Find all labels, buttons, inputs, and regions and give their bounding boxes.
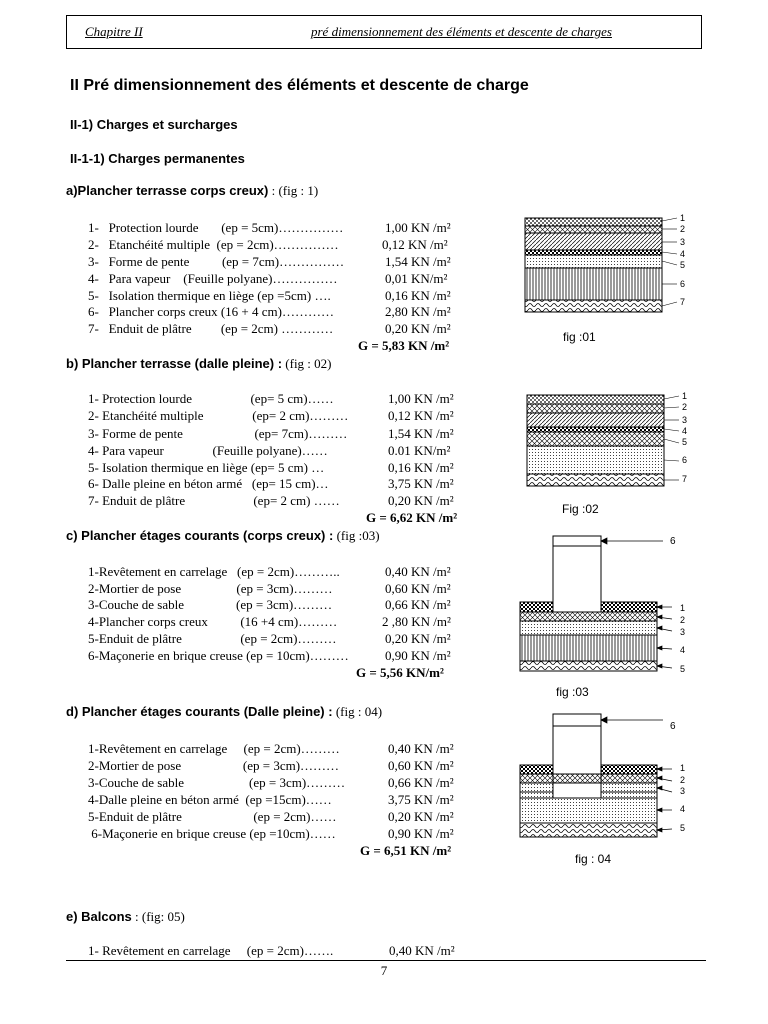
list-item: 6- Dalle pleine en béton armé (ep= 15 cm)… bbox=[88, 476, 329, 491]
list-item: 4-Dalle pleine en béton armé (ep =15cm)…… bbox=[88, 792, 332, 807]
callout: 3 bbox=[680, 627, 686, 637]
list-item-value: 0,40 KN /m² bbox=[389, 943, 455, 958]
list-item: 6- Plancher corps creux (16 + 4 cm)………… bbox=[88, 304, 334, 319]
list-item-value: 0,40 KN /m² bbox=[385, 564, 451, 579]
callout: 3 bbox=[680, 237, 686, 247]
page-header bbox=[66, 15, 702, 49]
fig-04-caption: fig : 04 bbox=[575, 852, 612, 866]
page-title: II Pré dimensionnement des éléments et descente de charge bbox=[70, 77, 529, 94]
section-e-title-row bbox=[66, 909, 185, 925]
section-b-total: G = 6,62 KN /m² bbox=[366, 510, 458, 525]
list-item-value: 0,20 KN /m² bbox=[385, 321, 451, 336]
callout: 1 bbox=[680, 213, 686, 223]
chapter-subject: pré dimensionnement des éléments et descente de charges bbox=[311, 24, 612, 39]
list-item-value: 0,12 KN /m² bbox=[388, 408, 454, 423]
list-item-value: 0,20 KN /m² bbox=[388, 809, 454, 824]
section-d-figref: (fig : 04) bbox=[335, 704, 383, 719]
list-item: 5-Enduit de plâtre (ep = 2cm)……… bbox=[88, 631, 337, 646]
list-item-value: 0,20 KN /m² bbox=[385, 631, 451, 646]
footer-divider bbox=[66, 960, 706, 961]
callout: 5 bbox=[680, 260, 686, 270]
list-item: 4- Para vapeur (Feuille polyane)…… bbox=[88, 443, 328, 458]
section-b-figref: (fig : 02) bbox=[285, 356, 332, 371]
list-item: 2-Mortier de pose (ep = 3cm)……… bbox=[88, 758, 340, 773]
list-item-value: 1,00 KN /m² bbox=[388, 391, 454, 406]
fig-03-diagram bbox=[515, 530, 700, 685]
section-d-title-row bbox=[66, 704, 382, 720]
fig-02-diagram bbox=[522, 391, 697, 496]
callout: 4 bbox=[682, 426, 688, 436]
callout: 3 bbox=[682, 415, 688, 425]
callout: 2 bbox=[680, 224, 686, 234]
section-e-figref: : (fig: 05) bbox=[135, 909, 185, 924]
list-item: 6-Maçonerie en brique creuse (ep =10cm)…… bbox=[88, 826, 336, 841]
section-c-figref: (fig :03) bbox=[336, 528, 380, 543]
section-e-title: e) Balcons bbox=[66, 909, 132, 924]
callout: 5 bbox=[682, 437, 688, 447]
callout: 2 bbox=[680, 615, 686, 625]
list-item: 3- Forme de pente (ep = 7cm)…………… bbox=[88, 254, 345, 269]
list-item-value: 1,00 KN /m² bbox=[385, 220, 451, 235]
subsection-heading: II-1-1) Charges permanentes bbox=[70, 151, 245, 166]
fig-03-caption: fig :03 bbox=[556, 685, 589, 699]
section-a-title: a)Plancher terrasse corps creux) bbox=[66, 183, 269, 198]
list-item-value: 3,75 KN /m² bbox=[388, 476, 454, 491]
list-item-value: 0,12 KN /m² bbox=[382, 237, 448, 252]
callout: 7 bbox=[680, 297, 686, 307]
list-item-value: 0,16 KN /m² bbox=[388, 460, 454, 475]
callout: 5 bbox=[680, 823, 686, 833]
list-item: 3- Forme de pente (ep= 7cm)……… bbox=[88, 426, 348, 441]
list-item: 5- Isolation thermique en liège (ep =5cm) …. bbox=[88, 288, 331, 303]
callout: 6 bbox=[670, 721, 676, 732]
list-item-value: 0,16 KN /m² bbox=[385, 288, 451, 303]
list-item-value: 0.01 KN/m² bbox=[388, 443, 451, 458]
list-item-value: 0,66 KN /m² bbox=[385, 597, 451, 612]
callout: 4 bbox=[680, 249, 686, 259]
list-item: 2- Etanchéité multiple (ep= 2 cm)……… bbox=[88, 408, 349, 423]
fig-01-diagram bbox=[520, 212, 695, 324]
section-d-title: d) Plancher étages courants (Dalle pleine) : bbox=[66, 704, 333, 719]
list-item-value: 0,60 KN /m² bbox=[388, 758, 454, 773]
fig-02-layers bbox=[527, 395, 664, 486]
callout: 4 bbox=[680, 804, 686, 814]
fig-04-layers bbox=[520, 714, 657, 837]
list-item: 4- Para vapeur (Feuille polyane)…………… bbox=[88, 271, 338, 286]
list-item: 1-Revêtement en carrelage (ep = 2cm)……… bbox=[88, 741, 340, 756]
callout: 6 bbox=[670, 536, 676, 547]
callout: 1 bbox=[682, 391, 688, 401]
list-item-value: 0,66 KN /m² bbox=[388, 775, 454, 790]
list-item: 7- Enduit de plâtre (ep = 2cm) ………… bbox=[88, 321, 334, 336]
list-item-value: 0,01 KN/m² bbox=[385, 271, 448, 286]
callout: 3 bbox=[680, 786, 686, 796]
callout: 2 bbox=[680, 775, 686, 785]
list-item-value: 1,54 KN /m² bbox=[385, 254, 451, 269]
section-c-title: c) Plancher étages courants (corps creux) : bbox=[66, 528, 334, 543]
list-item-value: 0,90 KN /m² bbox=[385, 648, 451, 663]
list-item: 4-Plancher corps creux (16 +4 cm)……… bbox=[88, 614, 338, 629]
page-number: 7 bbox=[380, 963, 388, 978]
callout: 5 bbox=[680, 664, 686, 674]
section-c-total: G = 5,56 KN/m² bbox=[356, 665, 444, 680]
list-item: 7- Enduit de plâtre (ep= 2 cm) …… bbox=[88, 493, 340, 508]
section-b-title-row bbox=[66, 356, 332, 372]
callout: 7 bbox=[682, 474, 688, 484]
section-c-title-row bbox=[66, 528, 380, 544]
fig-03-layers bbox=[520, 536, 657, 671]
fig-01-caption: fig :01 bbox=[563, 330, 596, 344]
fig-01-layers bbox=[525, 218, 662, 312]
list-item: 3-Couche de sable (ep = 3cm)……… bbox=[88, 597, 333, 612]
list-item: 2-Mortier de pose (ep = 3cm)……… bbox=[88, 581, 333, 596]
callout: 4 bbox=[680, 645, 686, 655]
list-item-value: 1,54 KN /m² bbox=[388, 426, 454, 441]
list-item-value: 0,60 KN /m² bbox=[385, 581, 451, 596]
list-item-value: 0,40 KN /m² bbox=[388, 741, 454, 756]
list-item: 1- Protection lourde (ep= 5 cm)…… bbox=[88, 391, 334, 406]
list-item: 1- Revêtement en carrelage (ep = 2cm)……. bbox=[88, 943, 334, 958]
section-a-total: G = 5,83 KN /m² bbox=[358, 338, 450, 353]
list-item-value: 0,90 KN /m² bbox=[388, 826, 454, 841]
list-item-value: 0,20 KN /m² bbox=[388, 493, 454, 508]
list-item: 1- Protection lourde (ep = 5cm)…………… bbox=[88, 220, 344, 235]
section-b-title: b) Plancher terrasse (dalle pleine) : bbox=[66, 356, 283, 371]
section-d-total: G = 6,51 KN /m² bbox=[360, 843, 452, 858]
list-item: 2- Etanchéité multiple (ep = 2cm)…………… bbox=[88, 237, 339, 252]
list-item-value: 2 ,80 KN /m² bbox=[382, 614, 451, 629]
list-item: 6-Maçonerie en brique creuse (ep = 10cm)……… bbox=[88, 648, 349, 663]
section-a-title-row bbox=[66, 183, 318, 199]
list-item-value: 3,75 KN /m² bbox=[388, 792, 454, 807]
section-heading: II-1) Charges et surcharges bbox=[70, 117, 238, 132]
callout: 1 bbox=[680, 603, 686, 613]
fig-02-caption: Fig :02 bbox=[562, 502, 599, 516]
callout: 2 bbox=[682, 402, 688, 412]
list-item-value: 2,80 KN /m² bbox=[385, 304, 451, 319]
list-item: 3-Couche de sable (ep = 3cm)……… bbox=[88, 775, 346, 790]
callout: 1 bbox=[680, 763, 686, 773]
section-a-figref: : (fig : 1) bbox=[271, 183, 319, 198]
chapter-label: Chapitre II bbox=[85, 24, 143, 39]
list-item: 5- Isolation thermique en liège (ep= 5 cm) … bbox=[88, 460, 325, 475]
list-item: 1-Revêtement en carrelage (ep = 2cm)……….. bbox=[88, 564, 340, 579]
list-item: 5-Enduit de plâtre (ep = 2cm)…… bbox=[88, 809, 337, 824]
callout: 6 bbox=[682, 455, 688, 465]
callout: 6 bbox=[680, 279, 686, 289]
